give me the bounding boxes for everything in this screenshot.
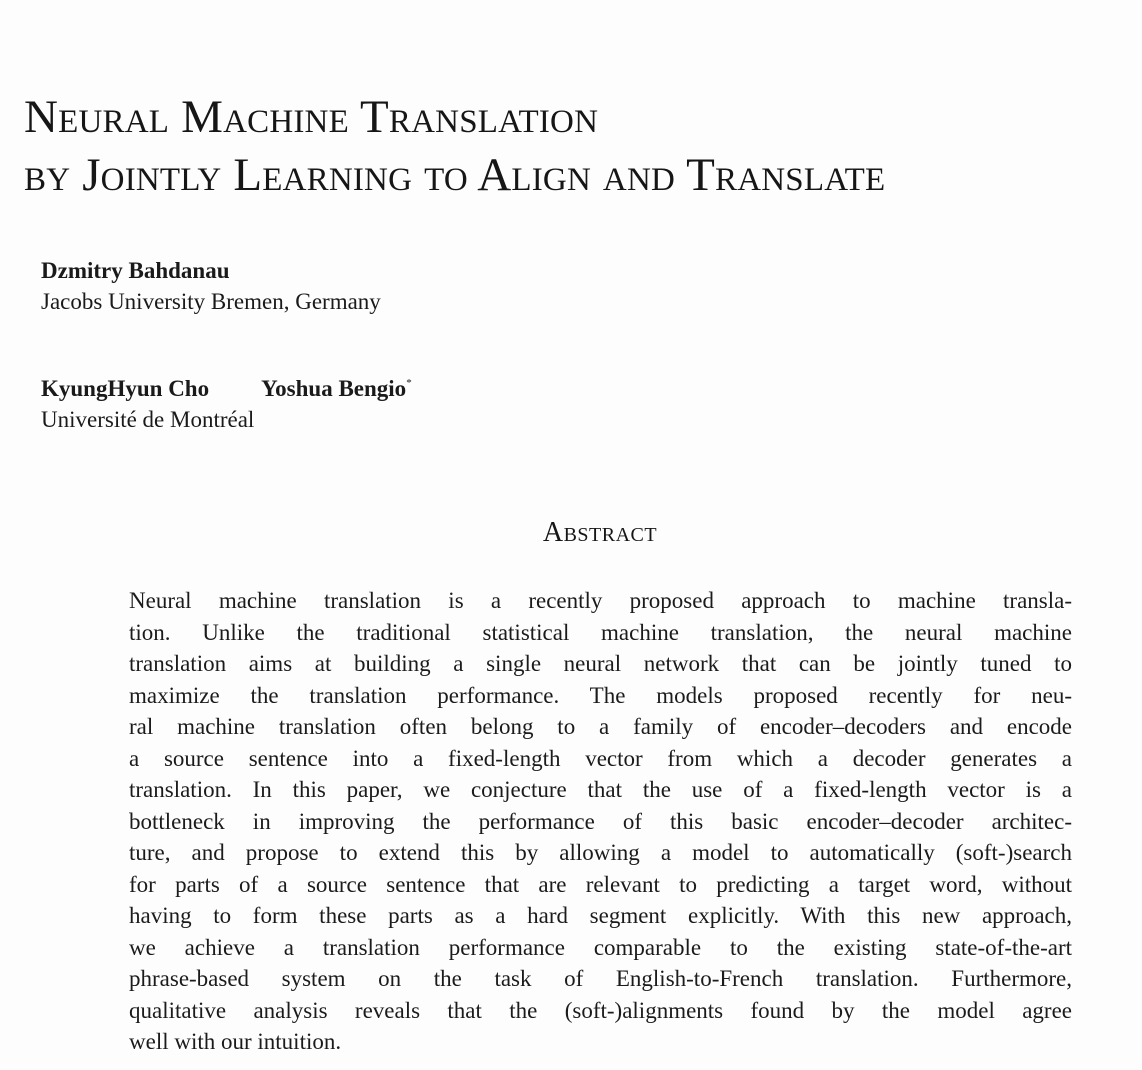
author-affiliation: Université de Montréal bbox=[41, 407, 255, 432]
abstract-line: ture, and propose to extend this by allowing a model to automatically (soft-)search bbox=[129, 840, 1072, 865]
title-line-2: by Jointly Learning to Align and Translate bbox=[24, 149, 886, 201]
abstract-line: translation aims at building a single neural network that can be jointly tuned to bbox=[129, 651, 1072, 676]
abstract-line: translation. In this paper, we conjecture that the use of a fixed-length vector is a bbox=[129, 777, 1072, 802]
footnote-mark: * bbox=[406, 377, 412, 389]
abstract-line: qualitative analysis reveals that the (soft-)alignments found by the model agree bbox=[129, 997, 1072, 1023]
abstract-body bbox=[129, 585, 1072, 1058]
paper-title bbox=[24, 88, 885, 204]
author-name: KyungHyun Cho bbox=[41, 376, 210, 401]
author-name: Dzmitry Bahdanau bbox=[41, 258, 230, 283]
abstract-line: phrase-based system on the task of English-to-French translation. Furthermore, bbox=[129, 966, 1072, 991]
abstract-line: well with our intuition. bbox=[129, 1029, 342, 1054]
abstract-line: we achieve a translation performance comparable to the existing state-of-the-art bbox=[129, 934, 1072, 960]
abstract-line: Neural machine translation is a recently proposed approach to machine transla- bbox=[129, 588, 1072, 613]
abstract-line: tion. Unlike the traditional statistical machine translation, the neural machine bbox=[129, 619, 1072, 645]
author-affiliation: Jacobs University Bremen, Germany bbox=[41, 289, 381, 314]
abstract-line: ral machine translation often belong to a family of encoder–decoders and encode bbox=[129, 714, 1072, 739]
author-name: Yoshua Bengio bbox=[261, 376, 407, 401]
abstract-line: for parts of a source sentence that are relevant to predicting a target word, without bbox=[129, 871, 1072, 897]
abstract-heading: Abstract bbox=[542, 517, 658, 548]
author-block-1 bbox=[41, 255, 381, 317]
author-block-2 bbox=[41, 368, 412, 435]
abstract-line: maximize the translation performance. The models proposed recently for neu- bbox=[129, 682, 1072, 708]
abstract-line: having to form these parts as a hard segment explicitly. With this new approach, bbox=[129, 903, 1072, 928]
title-line-1: Neural Machine Translation bbox=[24, 91, 599, 143]
abstract-line: bottleneck in improving the performance of this basic encoder–decoder architec- bbox=[129, 808, 1072, 834]
abstract-line: a source sentence into a fixed-length vector from which a decoder generates a bbox=[129, 745, 1072, 771]
